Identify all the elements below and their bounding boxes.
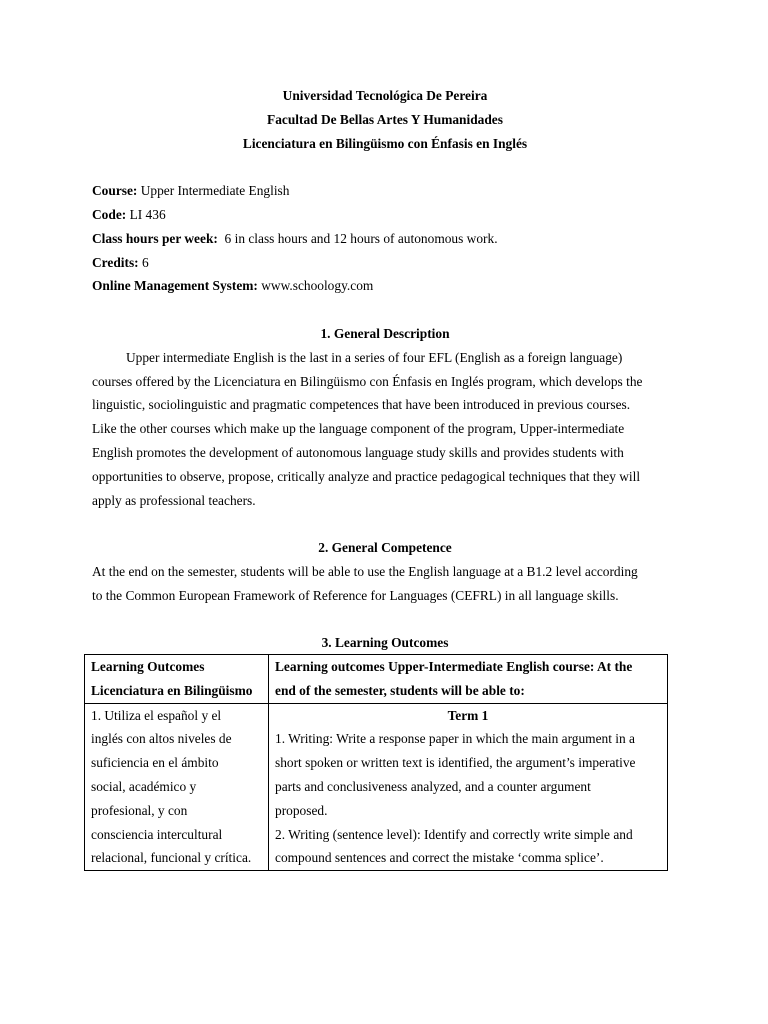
oms-line [92,274,678,298]
cell-line: social, académico y [91,778,197,794]
table-cell [85,703,269,871]
cell-line: parts and conclusiveness analyzed, and a counter argument [275,778,591,794]
section-title: 1. General Description [320,325,450,341]
table-header-cell [85,655,269,704]
hours-line [92,227,678,251]
table-header-text: Licenciatura en Bilingüismo [91,682,253,698]
paragraph-line: apply as professional teachers. [92,492,256,508]
code-line [92,203,678,227]
table-header-cell [269,655,668,704]
cell-line: proposed. [275,802,328,818]
term-label: Term 1 [447,707,489,723]
hours-label: Class hours per week: [92,230,218,246]
course-line [92,179,678,203]
table-header-text: end of the semester, students will be able to: [275,682,525,698]
cell-line: consciencia intercultural [91,826,223,842]
table-header-row [85,655,668,704]
credits-value: 6 [138,254,149,270]
table-header-text: Learning outcomes Upper-Intermediate English course: At the [275,659,633,674]
table-row [85,703,668,871]
cell-line: 1. Writing: Write a response paper in which the main argument in a [275,731,636,747]
paragraph-line: English promotes the development of autonomous language study skills and provides students with [92,444,624,460]
paragraph-line: Upper intermediate English is the last in a series of four EFL (English as a foreign language) [126,349,623,365]
paragraph-line: linguistic, sociolinguistic and pragmatic competences that have been introduced in previous courses. [92,397,631,413]
cell-line: 2. Writing (sentence level): Identify and correctly write simple and [275,826,633,842]
code-label: Code: [92,206,127,222]
oms-label: Online Management System: [92,278,258,294]
section-general-competence [92,536,678,607]
oms-value: www.schoology.com [257,278,374,294]
cell-line: 1. Utiliza el español y el [91,707,222,723]
table-header-text: Learning Outcomes [91,659,205,674]
course-label: Course: [92,183,138,199]
university-name: Universidad Tecnológica De Pereira [282,88,488,103]
paragraph-line: opportunities to observe, propose, critically analyze and practice pedagogical techniques that they will [92,468,641,484]
course-value: Upper Intermediate English [137,183,290,199]
code-value: LI 436 [126,206,166,222]
section-learning-outcomes [92,631,678,655]
section-title: 2. General Competence [318,540,452,556]
cell-line: suficiencia en el ámbito [91,755,219,771]
cell-line: compound sentences and correct the mistake ‘comma splice’. [275,850,604,866]
hours-value: 6 in class hours and 12 hours of autonomous work. [217,230,498,246]
paragraph-line: to the Common European Framework of Reference for Languages (CEFRL) in all language skills. [92,587,619,603]
cell-line: profesional, y con [91,802,188,818]
credits-line [92,251,678,275]
credits-label: Credits: [92,254,139,270]
program-name: Licenciatura en Bilingüismo con Énfasis en Inglés [242,135,528,151]
cell-line: inglés con altos niveles de [91,731,232,747]
paragraph-line: courses offered by the Licenciatura en Bilingüismo con Énfasis en Inglés program, which develops the [92,373,643,389]
course-info [92,179,678,298]
table-cell [269,703,668,871]
document-page [91,84,678,866]
paragraph-line: At the end on the semester, students will be able to use the English language at a B1.2 level according [92,563,638,579]
paragraph-line: Like the other courses which make up the language component of the program, Upper-intermediate [92,421,625,437]
learning-outcomes-table [84,654,668,871]
section-title: 3. Learning Outcomes [321,635,449,651]
section-general-description [92,322,678,512]
cell-line: short spoken or written text is identified, the argument’s imperative [275,755,636,771]
document-header [92,84,678,155]
faculty-name: Facultad De Bellas Artes Y Humanidades [267,111,503,127]
cell-line: relacional, funcional y crítica. [91,850,252,866]
